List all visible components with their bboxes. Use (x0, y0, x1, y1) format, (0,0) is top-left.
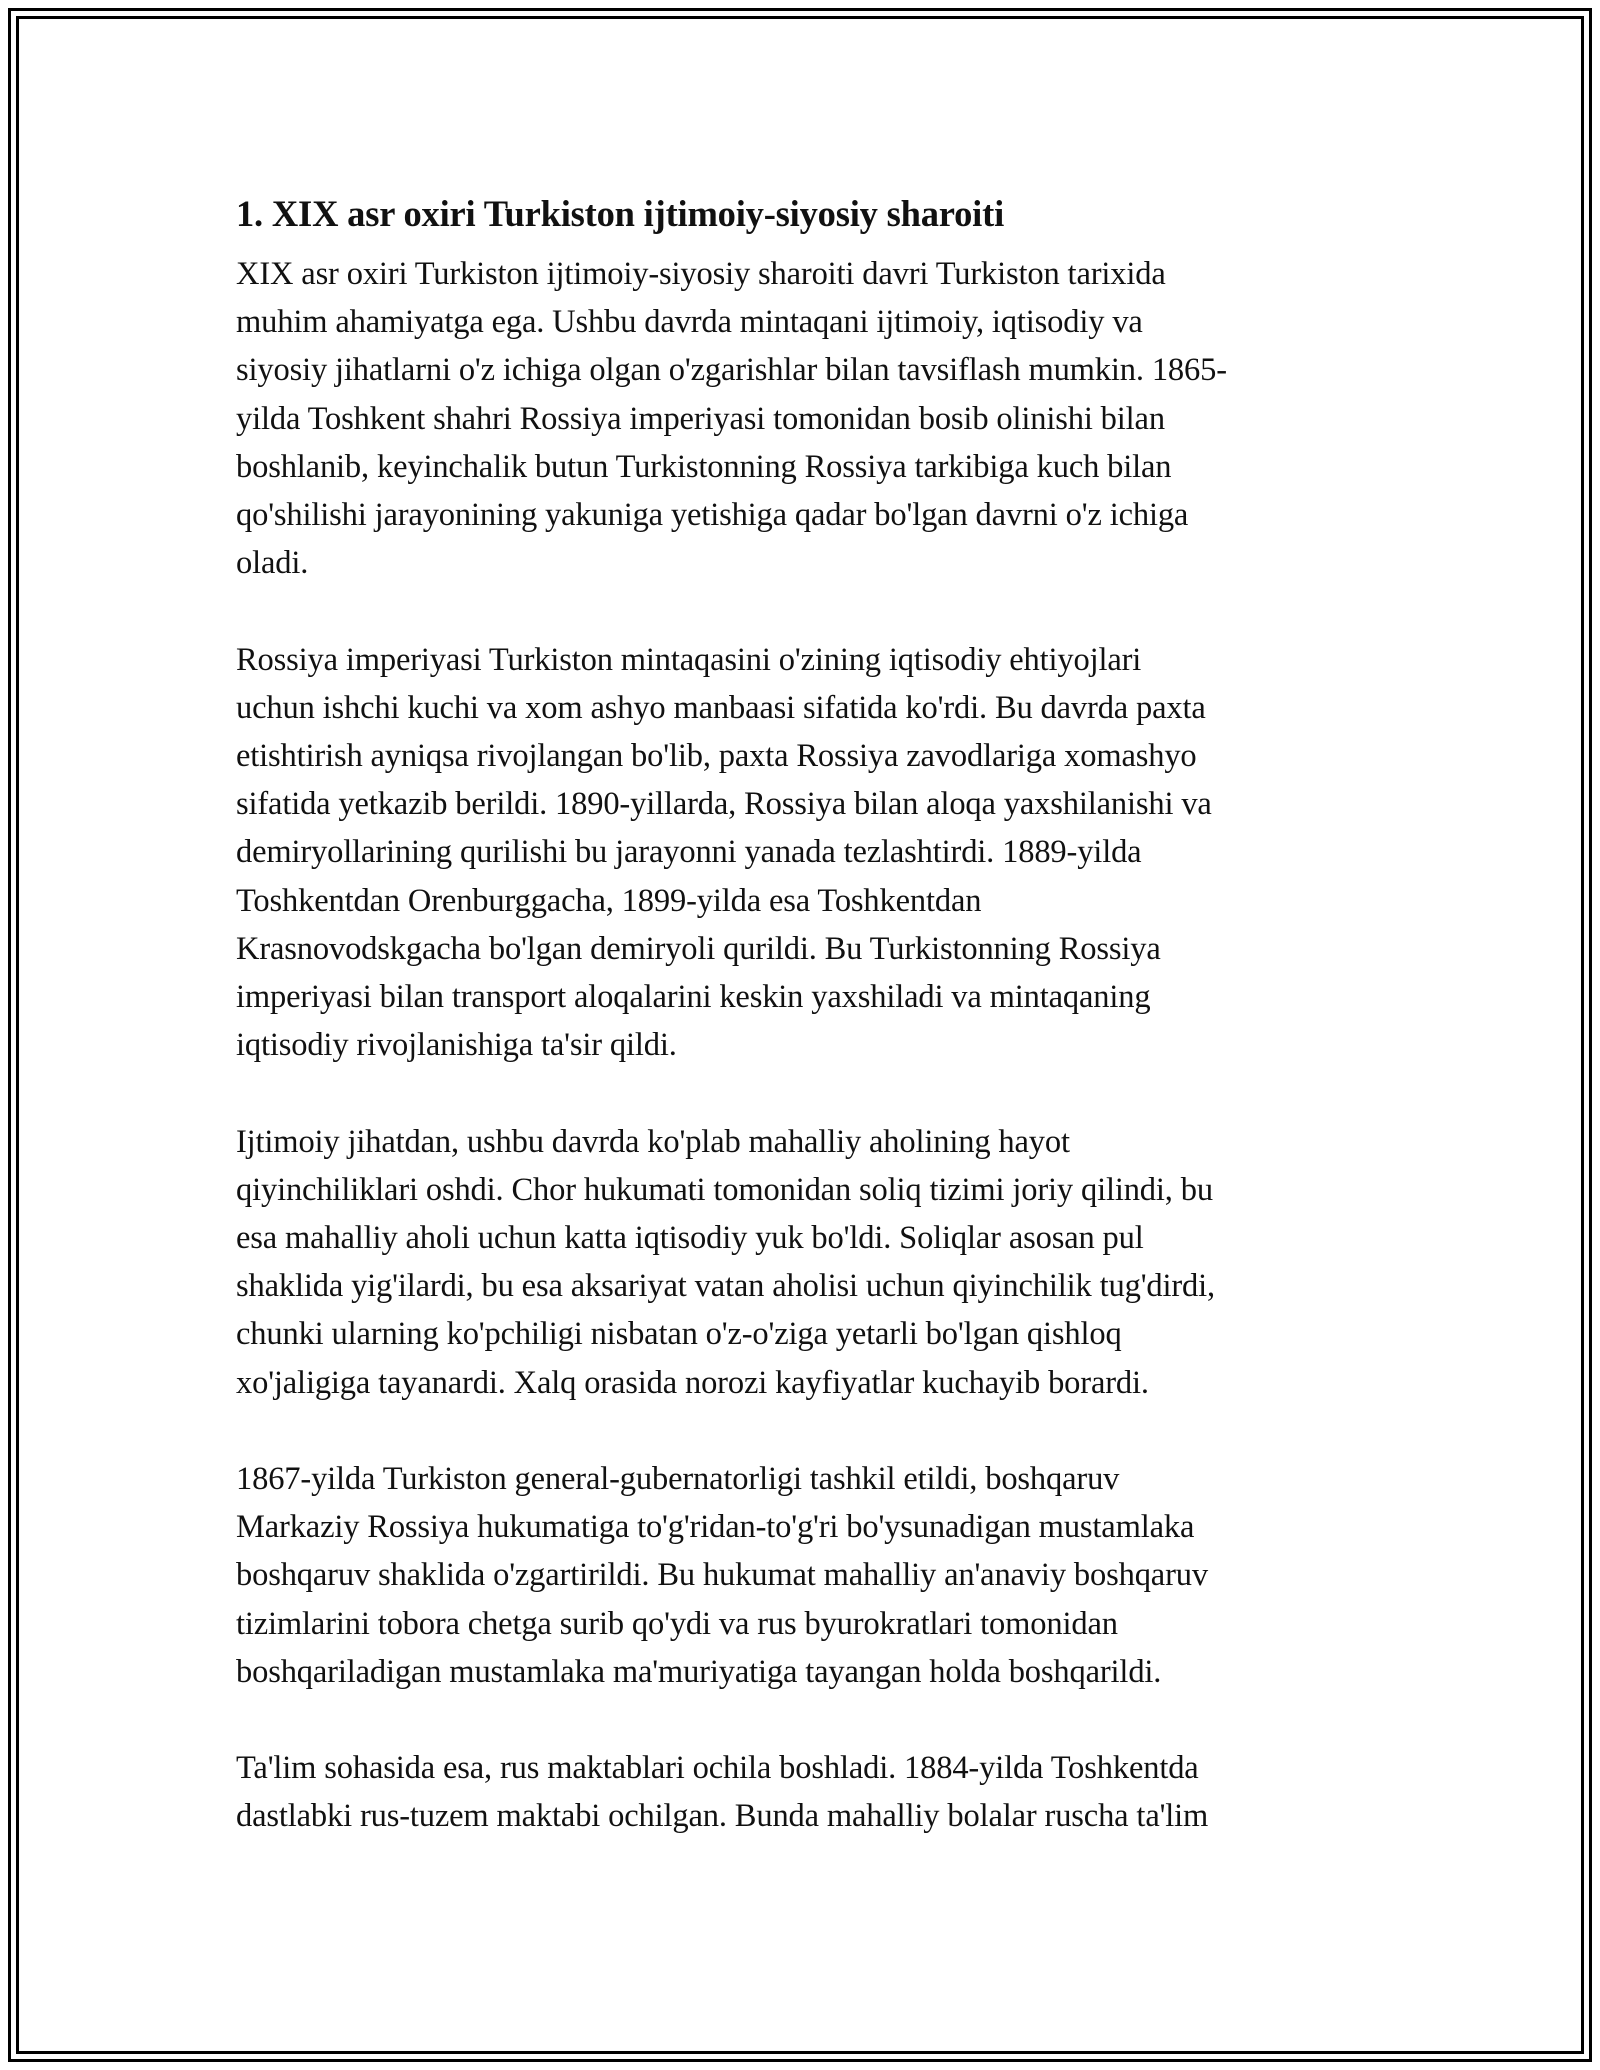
text-line: XIX asr oxiri Turkiston ijtimoiy-siyosiy sharoiti davri Turkiston tarixida (236, 256, 1166, 292)
text-line: Markaziy Rossiya hukumatiga to'g'ridan-to'g'ri bo'ysunadigan mustamlaka (236, 1509, 1195, 1546)
text-line: Ta'lim sohasida esa, rus maktablari ochila boshladi. 1884-yilda Toshkentda (236, 1750, 1199, 1787)
text-line: sifatida yetkazib berildi. 1890-yillarda, Rossiya bilan aloqa yaxshilanishi va (236, 786, 1212, 823)
text-line: demiryollarining qurilishi bu jarayonni yanada tezlashtirdi. 1889-yilda (236, 834, 1142, 871)
text-line: Ijtimoiy jihatdan, ushbu davrda ko'plab mahalliy aholining hayot (236, 1123, 1070, 1160)
text-line: dastlabki rus-tuzem maktabi ochilgan. Bunda mahalliy bolalar ruscha ta'lim (236, 1798, 1209, 1835)
paragraph-5 (236, 1744, 1376, 1840)
text-line: imperiyasi bilan transport aloqalarini keskin yaxshiladi va mintaqaning (236, 979, 1151, 1016)
text-line: tizimlarini tobora chetga surib qo'ydi va rus byurokratlari tomonidan (236, 1605, 1118, 1642)
text-line: muhim ahamiyatga ega. Ushbu davrda mintaqani ijtimoiy, iqtisodiy va (236, 304, 1143, 341)
text-line: yilda Toshkent shahri Rossiya imperiyasi tomonidan bosib olinishi bilan (236, 400, 1165, 437)
paragraph-3 (236, 1118, 1376, 1407)
text-line: etishtirish ayniqsa rivojlangan bo'lib, paxta Rossiya zavodlariga xomashyo (236, 738, 1197, 775)
text-line: boshqariladigan mustamlaka ma'muriyatiga tayangan holda boshqarildi. (236, 1653, 1162, 1690)
document-body (236, 188, 1376, 1889)
text-line: esa mahalliy aholi uchun katta iqtisodiy yuk bo'ldi. Soliqlar asosan pul (236, 1220, 1144, 1257)
text-line: Rossiya imperiyasi Turkiston mintaqasini o'zining iqtisodiy ehtiyojlari (236, 641, 1142, 678)
text-line: siyosiy jihatlarni o'z ichiga olgan o'zgarishlar bilan tavsiflash mumkin. 1865- (236, 352, 1227, 389)
paragraph-2 (236, 636, 1376, 1070)
text-line: qo'shilishi jarayonining yakuniga yetishiga qadar bo'lgan davrni o'z ichiga (236, 497, 1189, 534)
text-line: Toshkentdan Orenburggacha, 1899-yilda esa Toshkentdan (236, 882, 982, 919)
text-line: boshqaruv shaklida o'zgartirildi. Bu hukumat mahalliy an'anaviy boshqaruv (236, 1557, 1208, 1594)
paragraph-4 (236, 1455, 1376, 1696)
text-line: Krasnovodskgacha bo'lgan demiryoli qurildi. Bu Turkistonning Rossiya (236, 930, 1161, 967)
text-line: chunki ularning ko'pchiligi nisbatan o'z-o'ziga yetarli bo'lgan qishloq (236, 1316, 1122, 1353)
text-line: 1867-yilda Turkiston general-gubernatorligi tashkil etildi, boshqaruv (236, 1461, 1120, 1498)
text-line: xo'jaligiga tayanardi. Xalq orasida norozi kayfiyatlar kuchayib borardi. (236, 1364, 1149, 1401)
text-line: shaklida yig'ilardi, bu esa aksariyat vatan aholisi uchun qiyinchilik tug'dirdi, (236, 1268, 1216, 1305)
text-line: qiyinchiliklari oshdi. Chor hukumati tomonidan soliq tizimi joriy qilindi, bu (236, 1171, 1213, 1208)
text-line: iqtisodiy rivojlanishiga ta'sir qildi. (236, 1027, 677, 1064)
text-line: boshlanib, keyinchalik butun Turkistonning Rossiya tarkibiga kuch bilan (236, 448, 1172, 485)
text-line: uchun ishchi kuchi va xom ashyo manbaasi sifatida ko'rdi. Bu davrda paxta (236, 689, 1206, 726)
text-line: oladi. (236, 545, 309, 582)
section-heading: 1. XIX asr oxiri Turkiston ijtimoiy-siyosiy sharoiti (236, 193, 1005, 234)
paragraph-1 (236, 250, 1376, 587)
